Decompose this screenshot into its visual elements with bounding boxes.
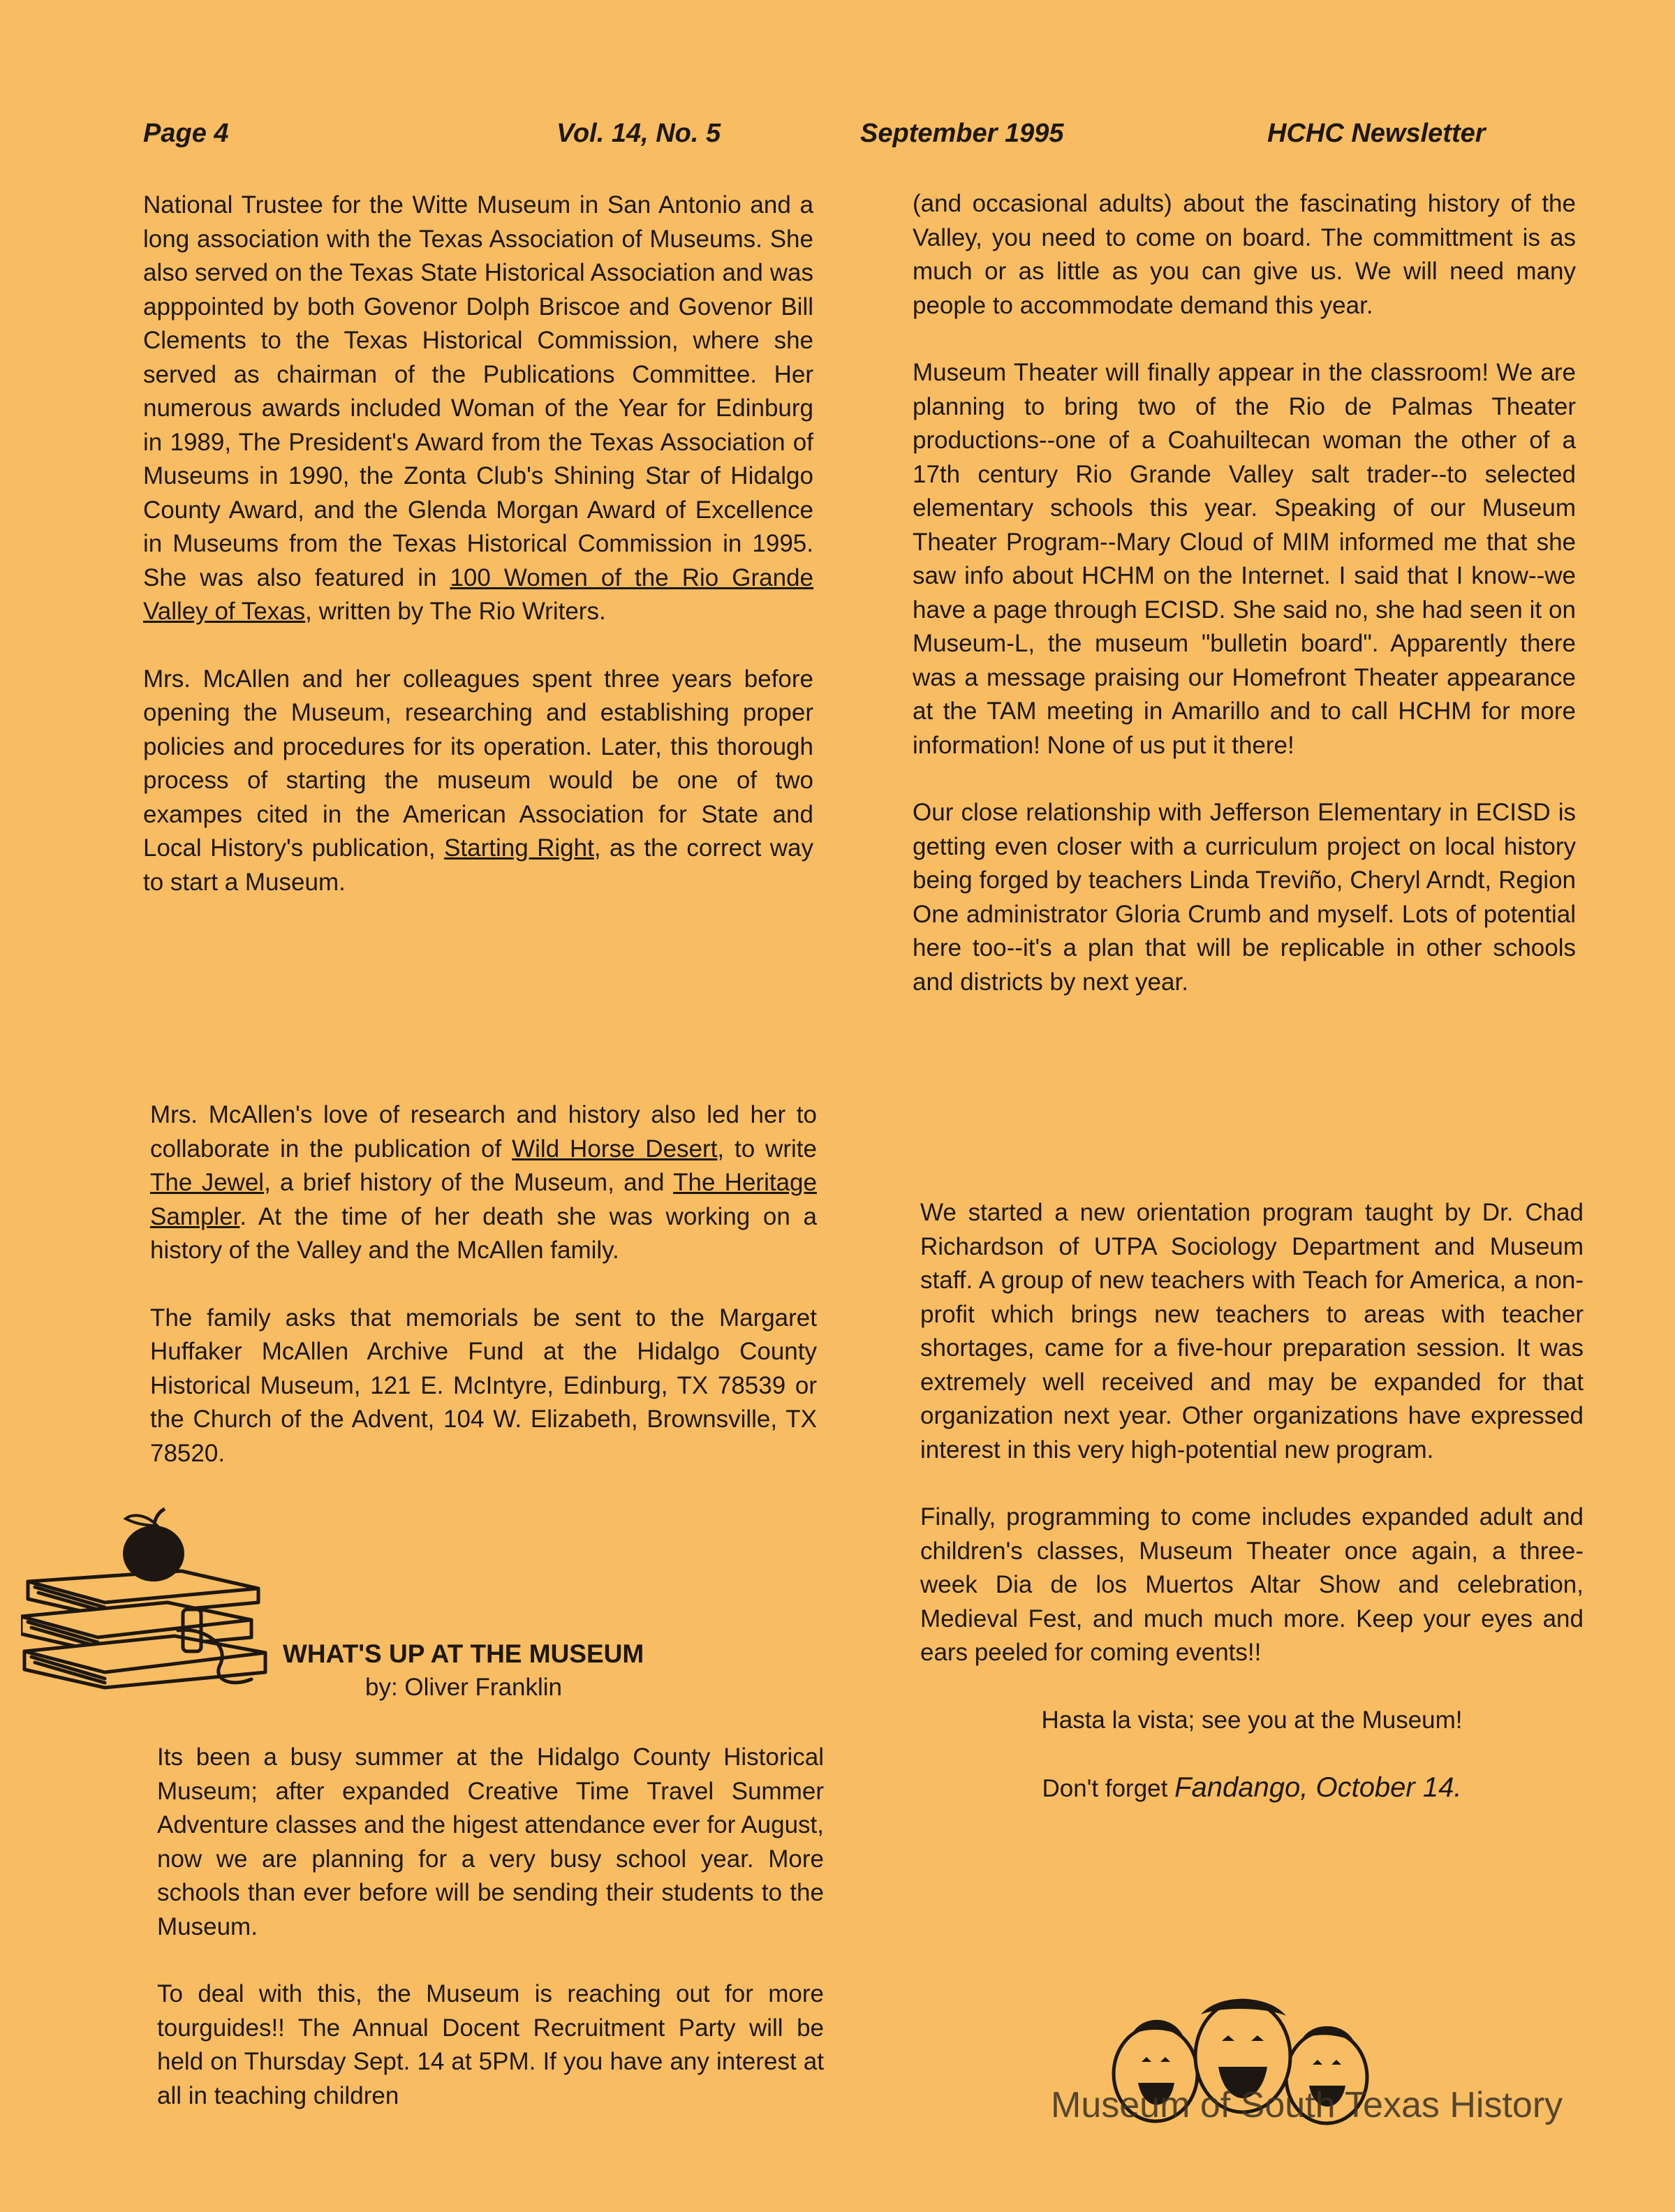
right-column-upper <box>913 187 1576 999</box>
article-paragraph-4: Museum Theater will finally appear in the classroom! We are planning to bring two of the Rio de Palmas Theater productions--one of a Coahuiltecan woman the other of a 17th century Rio Grande Valley salt trader--to selected elementary schools this year. Speaking of our Museum Theater Program--Mary Cloud of MIM informed me that she saw info about HCHM on the Internet. I said that I know--we have a page through ECISD. She said no, she had seen it on Museum-L, the museum "bulletin board". Apparently there was a message praising our Homefront Theater appearance at the TAM meeting in Amarillo and to call HCHM for more information! None of us put it there! <box>913 359 1576 759</box>
publication-name: HCHC Newsletter <box>1267 119 1486 148</box>
article-paragraph-2: To deal with this, the Museum is reaching out for more tourguides!! The Annual Docent Recruitment Party will be held on Thursday Sept. 14 at 5PM. If you have any interest at all in teaching children <box>157 1980 824 2109</box>
event-name: Fandango, October 14. <box>1174 1772 1462 1803</box>
article-paragraph-6: We started a new orientation program taught by Dr. Chad Richardson of UTPA Sociology Department and Museum staff. A group of new teachers with Teach for America, a non-profit which brings new teachers to areas with teacher shortages, came for a five-hour preparation session. It was extremely well received and may be expanded for that organization next year. Other organizations have expressed interest in this very high-potential new program. <box>920 1199 1584 1463</box>
fandango-reminder: Don't forget Fandango, October 14. <box>1042 1772 1462 1803</box>
article-paragraph-7: Finally, programming to come includes expanded adult and children's classes, Museum Theater once again, a three-week Dia de los Muertos Altar Show and celebration, Medieval Fest, and much much more. Keep your eyes and ears peeled for coming events!! <box>920 1503 1584 1666</box>
article-byline: by: Oliver Franklin <box>365 1674 563 1701</box>
left-column-lower <box>157 1741 824 2113</box>
left-column-middle <box>150 1098 817 1470</box>
book-title: The Jewel <box>150 1169 265 1196</box>
article-title: WHAT'S UP AT THE MUSEUM <box>283 1639 644 1668</box>
left-column-upper <box>143 189 813 899</box>
obituary-paragraph-2: Mrs. McAllen and her colleagues spent three years before opening the Museum, researching and establishing proper policies and procedures for its operation. Later, this thorough process of starting the museum would be one of two exampes cited in the American Association for State and Local History's publication, Starting Right, as the correct way to start a Museum. <box>143 665 814 896</box>
book-title: Wild Horse Desert <box>512 1135 718 1163</box>
page-number: Page 4 <box>143 119 229 148</box>
obituary-paragraph-1: National Trustee for the Witte Museum in San Antonio and a long association with the Texas Association of Museums. She also served on the Texas State Historical Association and was apppointed by both Govenor Dolph Briscoe and Govenor Bill Clements to the Texas Historical Commission, where she served as chairman of the Publications Committee. Her numerous awards included Woman of the Year for Edinburg in 1989, The President's Award from the Texas Association of Museums in 1990, the Zonta Club's Shining Star of Hidalgo County Award, and the Glenda Morgan Award of Excellence in Museums from the Texas Historical Commission in 1995. She was also featured in 100 Women of the Rio Grande Valley of Texas, written by The Rio Writers. <box>143 191 813 625</box>
obituary-paragraph-4: The family asks that memorials be sent to the Margaret Huffaker McAllen Archive Fund at the Hidalgo County Historical Museum, 121 E. McIntyre, Edinburg, TX 78539 or the Church of the Advent, 104 W. Elizabeth, Brownsville, TX 78520. <box>150 1304 817 1467</box>
article-paragraph-5: Our close relationship with Jefferson Elementary in ECISD is getting even closer with a curriculum project on local history being forged by teachers Linda Treviño, Cheryl Arndt, Region One administrator Gloria Crumb and myself. Lots of potential here too--it's a plan that will be replicable in other schools and districts by next year. <box>913 799 1576 996</box>
closing-line: Hasta la vista; see you at the Museum! <box>1041 1706 1463 1734</box>
volume-issue: Vol. 14, No. 5 <box>556 119 721 148</box>
book-title: Starting Right <box>444 834 594 862</box>
right-column-lower <box>920 1196 1584 1806</box>
obituary-paragraph-3: Mrs. McAllen's love of research and history also led her to collaborate in the publication of Wild Horse Desert, to write The Jewel, a brief history of the Museum, and The Heritage Sampler. At the time of her death she was working on a history of the Valley and the McAllen family. <box>150 1101 817 1264</box>
museum-watermark: Museum of South Texas History <box>1051 2085 1563 2125</box>
book-title: The Heritage Sampler <box>150 1169 817 1230</box>
book-title: 100 Women of the Rio Grande Valley of Texas <box>143 563 813 625</box>
article-paragraph-1: Its been a busy summer at the Hidalgo County Historical Museum; after expanded Creative Time Travel Summer Adventure classes and the higest attendance ever for August, now we are planning for a very busy school year. More schools than ever before will be sending their students to the Museum. <box>157 1743 824 1940</box>
books-apple-icon <box>21 1505 286 1693</box>
issue-date: September 1995 <box>860 119 1064 148</box>
article-paragraph-3: (and occasional adults) about the fascinating history of the Valley, you need to come on board. The committment is as much or as little as you can give us. We will need many people to accommodate demand this year. <box>913 190 1576 319</box>
